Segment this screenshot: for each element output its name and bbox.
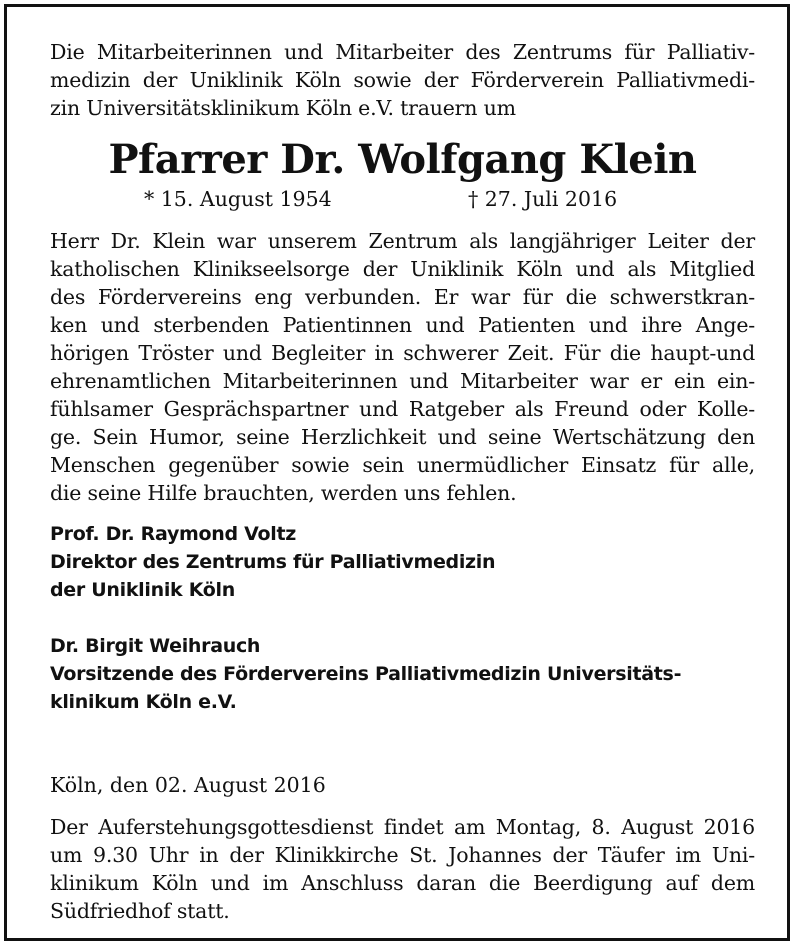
tribute-line: ken und sterbenden Patientinnen und Patienten und ihre Ange- — [50, 313, 755, 337]
funeral-service-paragraph — [50, 813, 755, 925]
signatory-name: Dr. Birgit Weihrauch — [50, 635, 261, 657]
tribute-paragraph — [50, 227, 755, 507]
place-and-date: Köln, den 02. August 2016 — [50, 773, 326, 797]
service-line: Der Auferstehungsgottesdienst findet am Montag, 8. August 2016 — [50, 815, 755, 839]
tribute-line: ehrenamtlichen Mitarbeiterinnen und Mitarbeiter war er ein ein- — [50, 369, 755, 393]
birth-date: * 15. August 1954 — [144, 187, 332, 211]
signatory-title: klinikum Köln e.V. — [50, 691, 237, 713]
tribute-line: Herr Dr. Klein war unserem Zentrum als langjähriger Leiter der — [50, 229, 755, 253]
tribute-line: Menschen gegenüber sowie sein unermüdlicher Einsatz für alle, — [50, 453, 755, 477]
signatory-voltz — [50, 520, 755, 604]
tribute-line: katholischen Klinikseelsorge der Uniklinik Köln und als Mitglied — [50, 257, 755, 281]
tribute-line: des Fördervereins eng verbunden. Er war für die schwerstkran- — [50, 285, 755, 309]
service-line: klinikum Köln und im Anschluss daran die Beerdigung auf dem — [50, 871, 755, 895]
tribute-line: hörigen Tröster und Begleiter in schwerer Zeit. Für die haupt-und — [50, 341, 755, 365]
tribute-line: fühlsamer Gesprächspartner und Ratgeber als Freund oder Kolle- — [50, 397, 755, 421]
service-line: Südfriedhof statt. — [50, 899, 230, 923]
deceased-name: Pfarrer Dr. Wolfgang Klein — [108, 136, 697, 183]
intro-line: zin Universitätsklinikum Köln e.V. trauern um — [50, 96, 516, 120]
signatory-title: der Uniklinik Köln — [50, 579, 235, 601]
obituary-notice — [50, 38, 755, 946]
tribute-line: die seine Hilfe brauchten, werden uns fehlen. — [50, 481, 517, 505]
intro-line: Die Mitarbeiterinnen und Mitarbeiter des Zentrums für Palliativ- — [50, 40, 755, 64]
life-dates — [50, 185, 755, 213]
signatory-title: Vorsitzende des Fördervereins Palliativmedizin Universitäts- — [50, 663, 682, 685]
signatory-title: Direktor des Zentrums für Palliativmedizin — [50, 551, 496, 573]
tribute-line: ge. Sein Humor, seine Herzlichkeit und seine Wertschätzung den — [50, 425, 755, 449]
death-date: † 27. Juli 2016 — [468, 187, 618, 211]
intro-paragraph — [50, 38, 755, 122]
intro-line: medizin der Uniklinik Köln sowie der Förderverein Palliativmedi- — [50, 68, 755, 92]
signatory-name: Prof. Dr. Raymond Voltz — [50, 523, 296, 545]
signatory-weihrauch — [50, 632, 755, 716]
service-line: um 9.30 Uhr in der Klinikkirche St. Johannes der Täufer im Uni- — [50, 843, 755, 867]
